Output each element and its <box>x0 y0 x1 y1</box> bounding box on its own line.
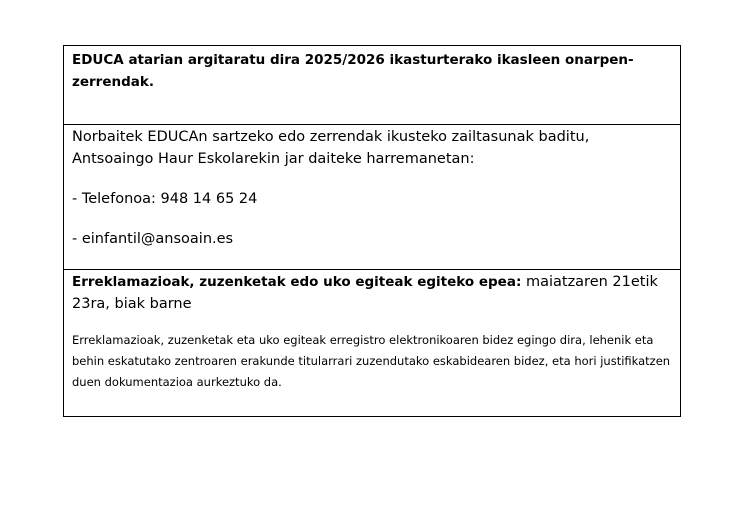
claims-cell <box>64 269 680 416</box>
contact-cell <box>64 124 680 269</box>
claims-deadline-value: maiatzaren 21etik 23ra, biak barne <box>72 274 658 312</box>
claims-deadline-label: Erreklamazioak, zuzenketak edo uko egiteak egiteko epea: <box>72 274 522 290</box>
contact-phone: - Telefonoa: 948 14 65 24 <box>72 191 258 207</box>
claims-deadline <box>72 271 672 315</box>
claims-note: Erreklamazioak, zuzenketak eta uko egiteak erregistro elektronikoaren bidez egingo dira, lehenik eta behin eskatutako zentroaren erakunde titularrari zuzendutako eskabidearen bidez, eta hori justifikatzen duen dokumentazioa aurkeztuko da. <box>72 333 671 389</box>
contact-intro-line1: Norbaitek EDUCAn sartzeko edo zerrendak ikusteko zailtasunak baditu, <box>72 129 590 145</box>
contact-intro-line2: Antsoaingo Haur Eskolarekin jar daiteke harremanetan: <box>72 151 475 167</box>
announcement-cell <box>64 46 680 124</box>
announcement-title: EDUCA atarian argitaratu dira 2025/2026 ikasturterako ikasleen onarpen-zerrendak. <box>72 52 634 90</box>
announcement-table <box>63 45 681 417</box>
contact-email: - einfantil@ansoain.es <box>72 231 234 247</box>
